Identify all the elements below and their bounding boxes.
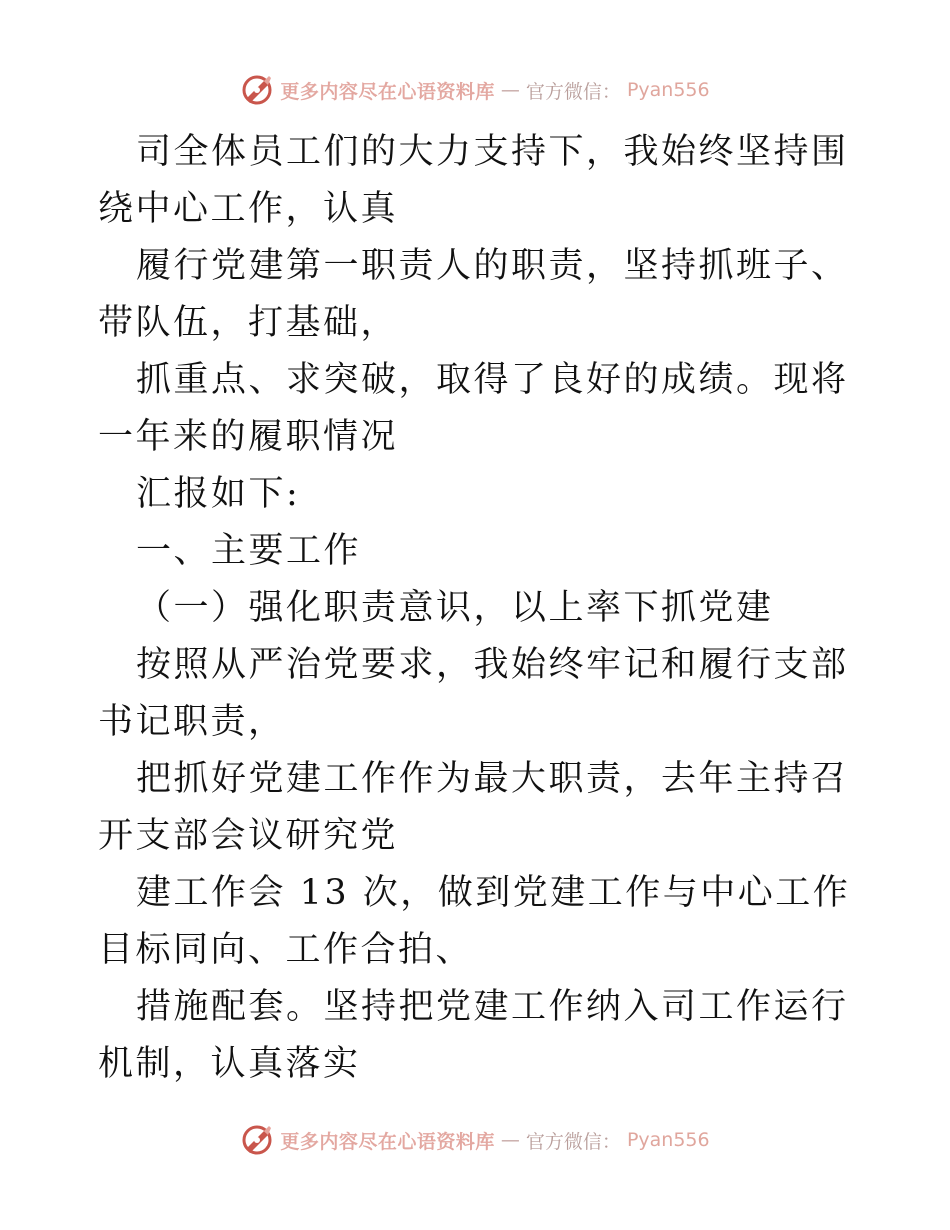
paragraph: 抓重点、求突破，取得了良好的成绩。现将一年来的履职情况 bbox=[98, 360, 849, 457]
watermark-wechat-id: Pyan556 bbox=[626, 1129, 710, 1151]
watermark-official-label: 官方微信： bbox=[525, 80, 621, 103]
paragraph: 司全体员工们的大力支持下，我始终坚持围绕中心工作，认真 bbox=[98, 132, 849, 229]
watermark-separator: — bbox=[500, 79, 520, 101]
watermark-wechat-id: Pyan556 bbox=[626, 79, 710, 101]
footer-watermark bbox=[0, 1120, 950, 1160]
paragraph: 建工作会 13 次，做到党建工作与中心工作目标同向、工作合拍、 bbox=[98, 873, 851, 970]
paragraph: 把抓好党建工作作为最大职责，去年主持召开支部会议研究党 bbox=[98, 759, 849, 856]
header-watermark bbox=[0, 70, 950, 110]
watermark-brand-text: 更多内容尽在心语资料库 bbox=[280, 1130, 495, 1153]
paragraph: 汇报如下: bbox=[136, 474, 301, 514]
section-heading: 一、主要工作 bbox=[136, 531, 362, 571]
watermark-brand-text: 更多内容尽在心语资料库 bbox=[280, 80, 495, 103]
subsection-heading: （一）强化职责意识，以上率下抓党建 bbox=[136, 588, 774, 628]
paragraph: 履行党建第一职责人的职责，坚持抓班子、带队伍，打基础， bbox=[98, 246, 849, 343]
paragraph: 按照从严治党要求，我始终牢记和履行支部书记职责， bbox=[98, 645, 849, 742]
watermark-separator: — bbox=[500, 1129, 520, 1151]
brand-logo-icon bbox=[240, 73, 274, 107]
watermark-official-label: 官方微信： bbox=[525, 1130, 621, 1153]
brand-logo-icon bbox=[240, 1123, 274, 1157]
document-body bbox=[98, 124, 853, 1093]
paragraph: 措施配套。坚持把党建工作纳入司工作运行机制，认真落实 bbox=[98, 987, 849, 1084]
